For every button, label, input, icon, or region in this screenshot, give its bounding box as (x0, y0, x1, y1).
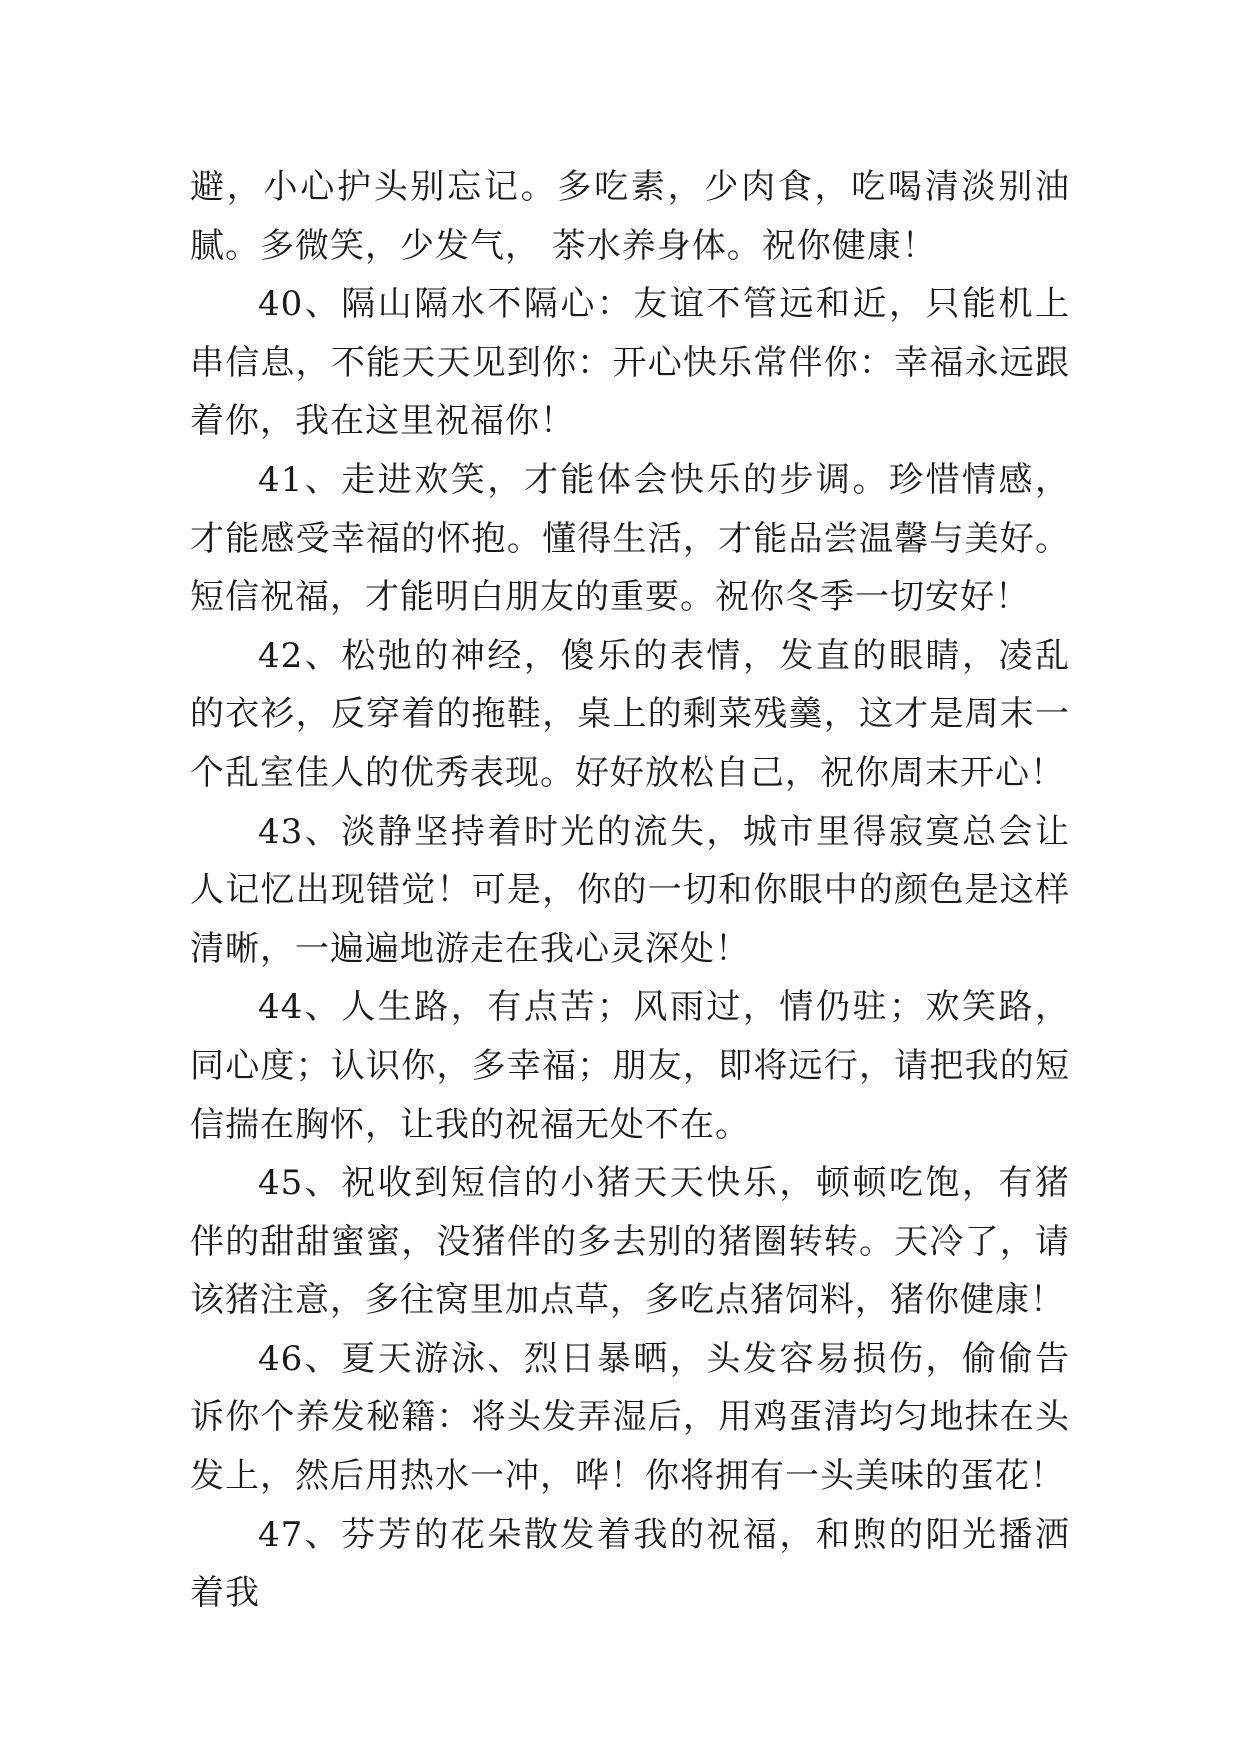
paragraph-44: 44、人生路，有点苦；风雨过，情仍驻；欢笑路，同心度；认识你，多幸福；朋友，即将远行，请把我的短信揣在胸怀，让我的祝福无处不在。 (190, 987, 1070, 1145)
paragraph-40: 40、隔山隔水不隔心：友谊不管远和近，只能机上串信息，不能天天见到你：开心快乐常伴你：幸福永远跟着你，我在这里祝福你！ (190, 284, 1070, 442)
paragraph-47: 47、芬芳的花朵散发着我的祝福，和煦的阳光播洒着我 (190, 1514, 1070, 1614)
paragraph-46: 46、夏天游泳、烈日暴晒，头发容易损伤，偷偷告诉你个养发秘籍：将头发弄湿后，用鸡蛋清均匀地抹在头发上，然后用热水一冲，哗！你将拥有一头美味的蛋花！ (190, 1338, 1070, 1497)
document-body (190, 158, 1070, 1623)
paragraph-45: 45、祝收到短信的小猪天天快乐，顿顿吃饱，有猪伴的甜甜蜜蜜，没猪伴的多去别的猪圈转转。天冷了，请该猪注意，多往窝里加点草，多吃点猪饲料，猪你健康！ (190, 1163, 1070, 1321)
paragraph-43: 43、淡静坚持着时光的流失，城市里得寂寞总会让人记忆出现错觉！可是，你的一切和你眼中的颜色是这样清晰，一遍遍地游走在我心灵深处！ (190, 811, 1070, 969)
paragraph-41: 41、走进欢笑，才能体会快乐的步调。珍惜情感，才能感受幸福的怀抱。懂得生活，才能品尝温馨与美好。短信祝福，才能明白朋友的重要。祝你冬季一切安好！ (190, 459, 1070, 618)
paragraph-continuation: 避，小心护头别忘记。多吃素，少肉食，吃喝清淡别油腻。多微笑，少发气， 茶水养身体。祝你健康！ (190, 167, 1070, 266)
paragraph-42: 42、松弛的神经，傻乐的表情，发直的眼睛，凌乱的衣衫，反穿着的拖鞋，桌上的剩菜残羹，这才是周末一个乱室佳人的优秀表现。好好放松自己，祝你周末开心！ (190, 635, 1070, 793)
